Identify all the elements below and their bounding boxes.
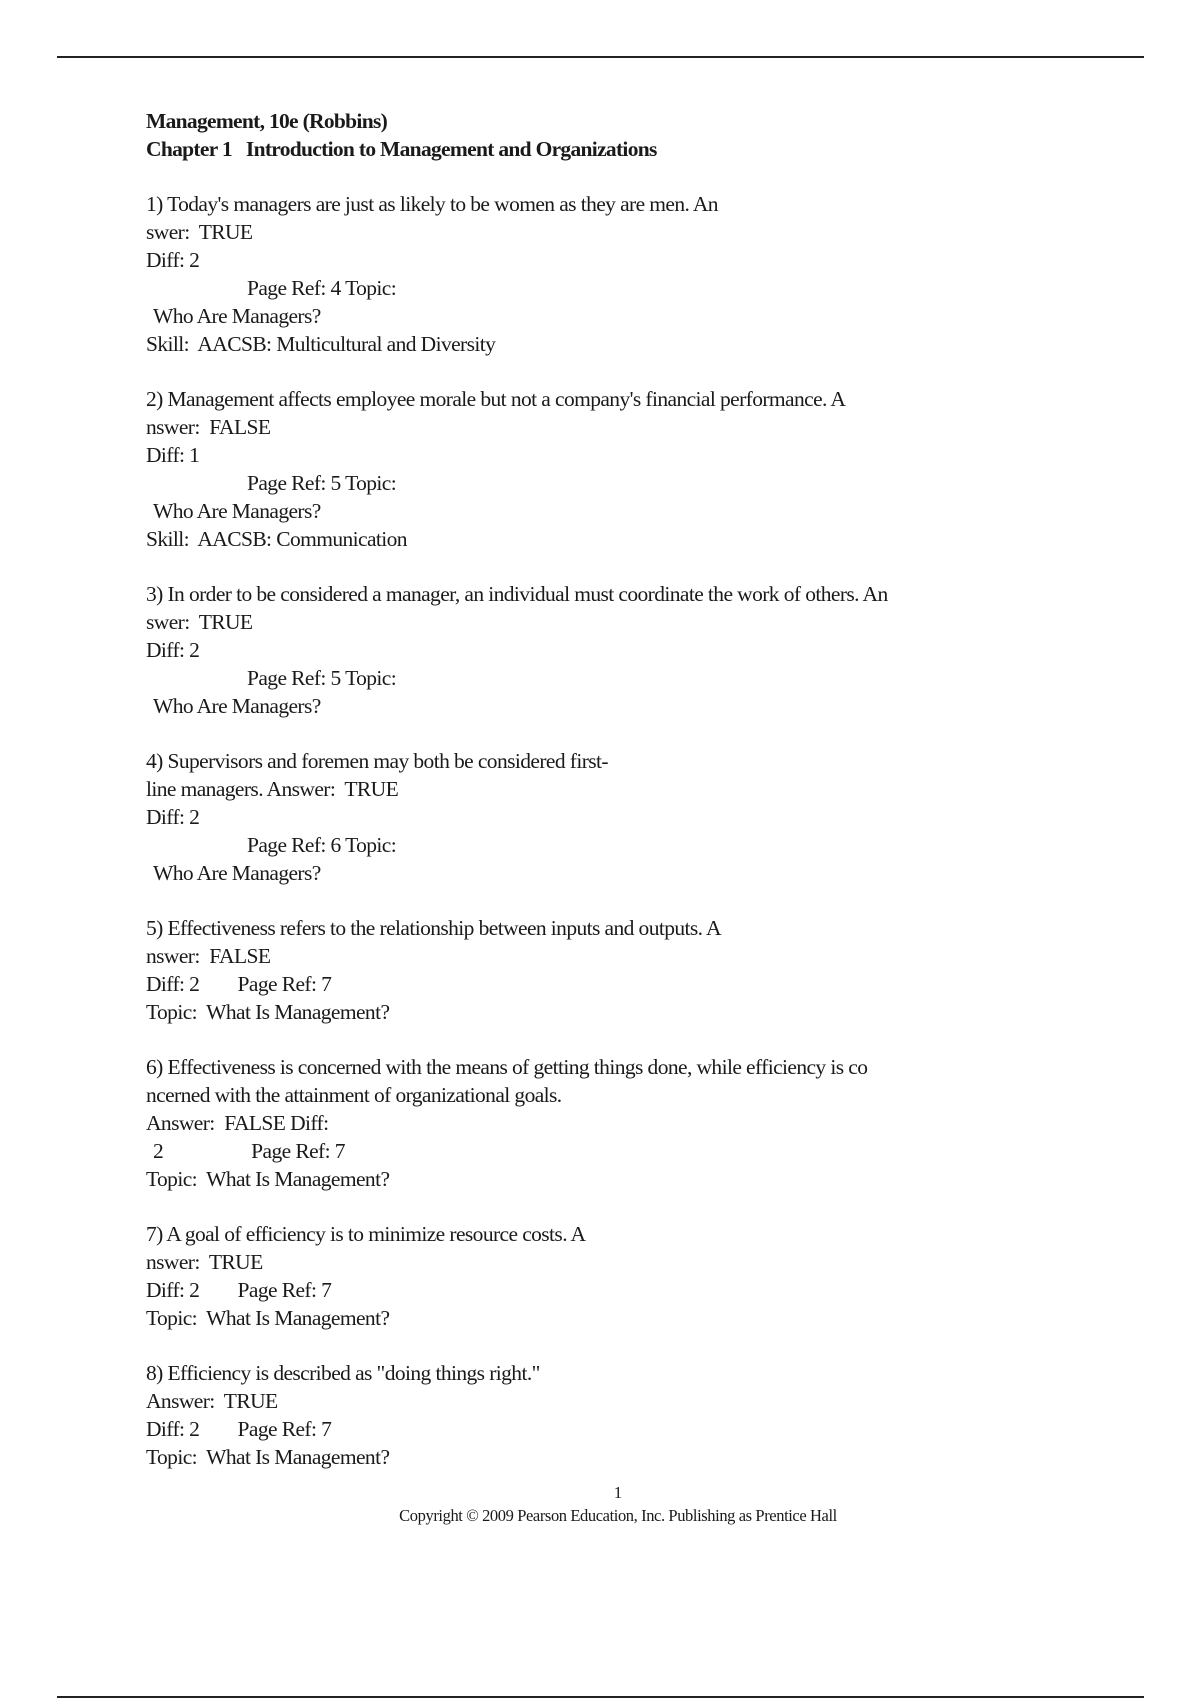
page-ref-line: Page Ref: 5 Topic: xyxy=(247,666,397,690)
page-ref-line: Page Ref: 4 Topic: xyxy=(247,276,397,300)
question-text: 8) Efficiency is described as "doing things right." xyxy=(146,1361,540,1385)
topic-line: Topic: What Is Management? xyxy=(146,1306,390,1330)
difficulty-page-ref-line: Diff: 2 Page Ref: 7 xyxy=(146,1417,332,1441)
question-6 xyxy=(146,1053,1076,1193)
topic-line: Who Are Managers? xyxy=(153,304,321,328)
question-text: 2) Management affects employee morale but not a company's financial performance. A xyxy=(146,387,846,411)
answer-line: nswer: FALSE xyxy=(146,415,271,439)
skill-line: Skill: AACSB: Communication xyxy=(146,527,407,551)
skill-line: Skill: AACSB: Multicultural and Diversity xyxy=(146,332,496,356)
topic-line: Topic: What Is Management? xyxy=(146,1000,390,1024)
topic-line: Topic: What Is Management? xyxy=(146,1445,390,1469)
topic-line: Topic: What Is Management? xyxy=(146,1167,390,1191)
page-ref-line: Page Ref: 6 Topic: xyxy=(247,833,397,857)
top-rule xyxy=(57,56,1144,58)
answer-line: Answer: TRUE xyxy=(146,1389,278,1413)
answer-line: swer: TRUE xyxy=(146,220,253,244)
difficulty-line: Diff: 2 xyxy=(146,248,200,272)
page-ref-line: Page Ref: 5 Topic: xyxy=(247,471,397,495)
topic-line: Who Are Managers? xyxy=(153,694,321,718)
bottom-rule xyxy=(57,1696,1144,1698)
page-ref: Page Ref: 7 xyxy=(251,1139,345,1163)
page-number: 1 xyxy=(613,1483,623,1502)
question-text: 4) Supervisors and foremen may both be considered first- xyxy=(146,749,608,773)
question-text: 6) Effectiveness is concerned with the means of getting things done, while efficiency is co xyxy=(146,1055,868,1079)
question-3 xyxy=(146,580,1076,720)
question-text: 5) Effectiveness refers to the relationship between inputs and outputs. A xyxy=(146,916,721,940)
difficulty-page-ref-line xyxy=(146,1137,1076,1165)
difficulty-line: Diff: 2 xyxy=(146,805,200,829)
book-title: Management, 10e (Robbins) xyxy=(146,109,388,133)
question-text-continued: ncerned with the attainment of organizational goals. xyxy=(146,1083,562,1107)
topic-line: Who Are Managers? xyxy=(153,861,321,885)
question-text: 3) In order to be considered a manager, an individual must coordinate the work of others. An xyxy=(146,582,888,606)
answer-line: nswer: FALSE xyxy=(146,944,271,968)
question-7 xyxy=(146,1220,1076,1332)
copyright-notice: Copyright © 2009 Pearson Education, Inc. Publishing as Prentice Hall xyxy=(399,1506,837,1525)
answer-line: line managers. Answer: TRUE xyxy=(146,777,399,801)
question-text: 1) Today's managers are just as likely to be women as they are men. An xyxy=(146,192,718,216)
difficulty-line: Diff: 2 xyxy=(146,638,200,662)
chapter-title: Chapter 1 Introduction to Management and Organizations xyxy=(146,137,657,161)
answer-line: nswer: TRUE xyxy=(146,1250,263,1274)
difficulty-line: Diff: 1 xyxy=(146,443,200,467)
page-content xyxy=(146,107,1076,1471)
question-text: 7) A goal of efficiency is to minimize resource costs. A xyxy=(146,1222,586,1246)
question-1 xyxy=(146,190,1076,358)
answer-line: Answer: FALSE Diff: xyxy=(146,1111,329,1135)
topic-line: Who Are Managers? xyxy=(153,499,321,523)
question-5 xyxy=(146,914,1076,1026)
question-8 xyxy=(146,1359,1076,1471)
answer-line: swer: TRUE xyxy=(146,610,253,634)
question-2 xyxy=(146,385,1076,553)
difficulty-page-ref-line: Diff: 2 Page Ref: 7 xyxy=(146,1278,332,1302)
question-4 xyxy=(146,747,1076,887)
difficulty-value: 2 xyxy=(153,1139,164,1163)
difficulty-page-ref-line: Diff: 2 Page Ref: 7 xyxy=(146,972,332,996)
